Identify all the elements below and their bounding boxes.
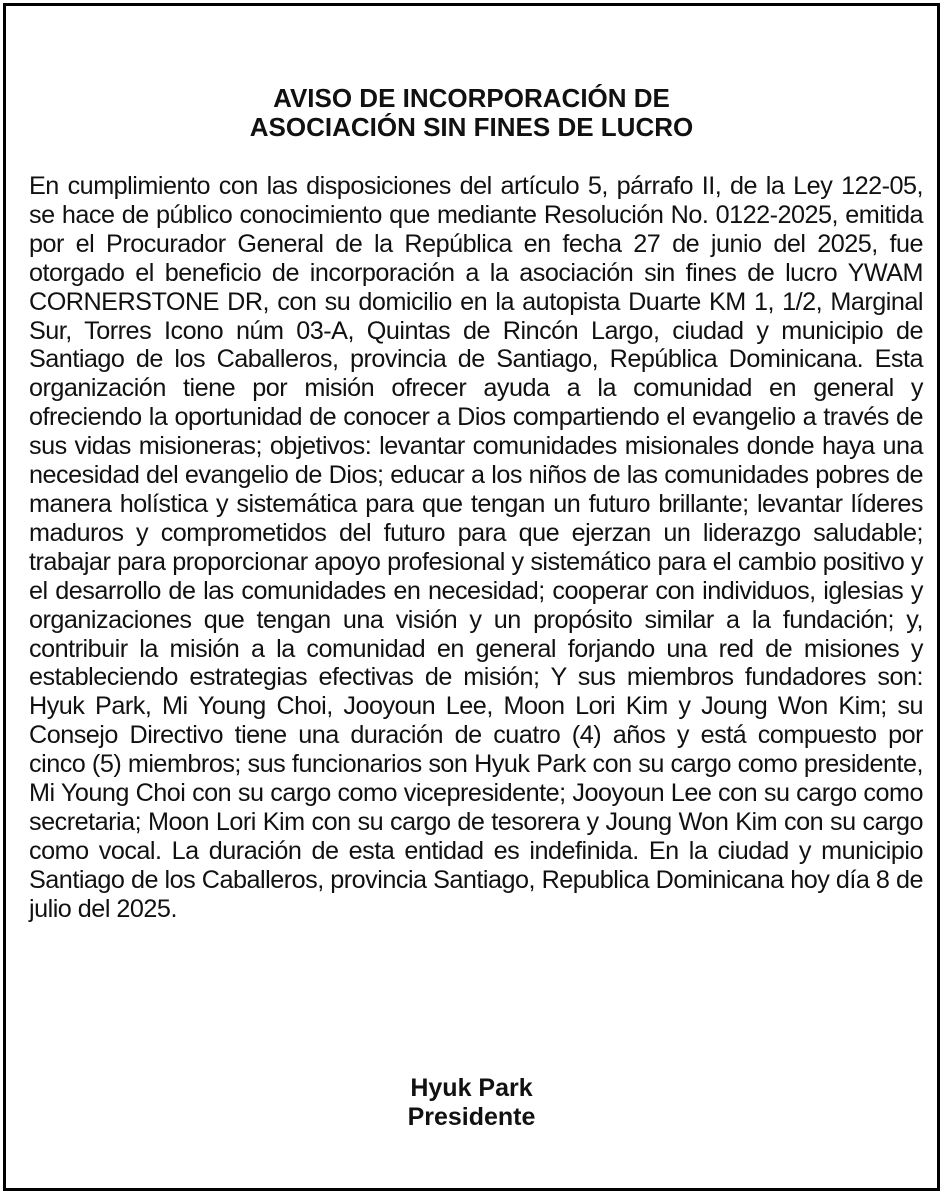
notice-title-line-2: ASOCIACIÓN SIN FINES DE LUCRO <box>249 112 694 142</box>
signer-title: Presidente <box>407 1103 536 1131</box>
notice-body: En cumplimiento con las disposiciones del artículo 5, párrafo II, de la Ley 122-05, se hace de público conocimiento que mediante Resolución No. 0122-2025, emitida por el Procurador General de la República en fecha 27 de junio del 2025, fue otorgado el beneficio de incorporación a la asociación sin fines de lucro YWAM CORNERSTONE DR, con su domicilio en la autopista Duarte KM 1, 1/2, Marginal Sur, Torres Icono núm 03-A, Quintas de Rincón Largo, ciudad y municipio de Santiago de los Caballeros, provincia de Santiago, República Dominicana. Esta organización tiene por misión ofrecer ayuda a la comunidad en general y ofreciendo la oportunidad de conocer a Dios compartiendo el evangelio a través de sus vidas misioneras; objetivos: levantar comunidades misionales donde haya una necesidad del evangelio de Dios; educar a los niños de las comunidades pobres de manera holística y sistemática para que tengan un futuro brillante; levantar líderes maduros y comprometidos del futuro para que ejerzan un liderazgo saludable; trabajar para proporcionar apoyo profesional y sistemático para el cambio positivo y el desarrollo de las comunidades en necesidad; cooperar con individuos, iglesias y organizaciones que tengan una visión y un propósito similar a la fundación; y, contribuir la misión a la comunidad en general forjando una red de misiones y estableciendo estrategias efectivas de misión; Y sus miembros fundadores son: Hyuk Park, Mi Young Choi, Jooyoun Lee, Moon Lori Kim y Joung Won Kim; su Consejo Directivo tiene una duración de cuatro (4) años y está compuesto por cinco (5) miembros; sus funcionarios son Hyuk Park con su cargo como presidente, Mi Young Choi con su cargo como vicepresidente; Jooyoun Lee con su cargo como secretaria; Moon Lori Kim con su cargo de tesorera y Joung Won Kim con su cargo como vocal. La duración de esta entidad es indefinida. En la ciudad y municipio Santiago de los Caballeros, provincia Santiago, Republica Dominicana hoy día 8 de julio del 2025. <box>29 172 923 923</box>
signer-name: Hyuk Park <box>410 1074 533 1102</box>
notice-title <box>6 84 937 142</box>
notice-frame <box>3 3 940 1191</box>
notice-title-line-1: AVISO DE INCORPORACIÓN DE <box>273 83 670 113</box>
signature-block <box>6 1074 937 1132</box>
